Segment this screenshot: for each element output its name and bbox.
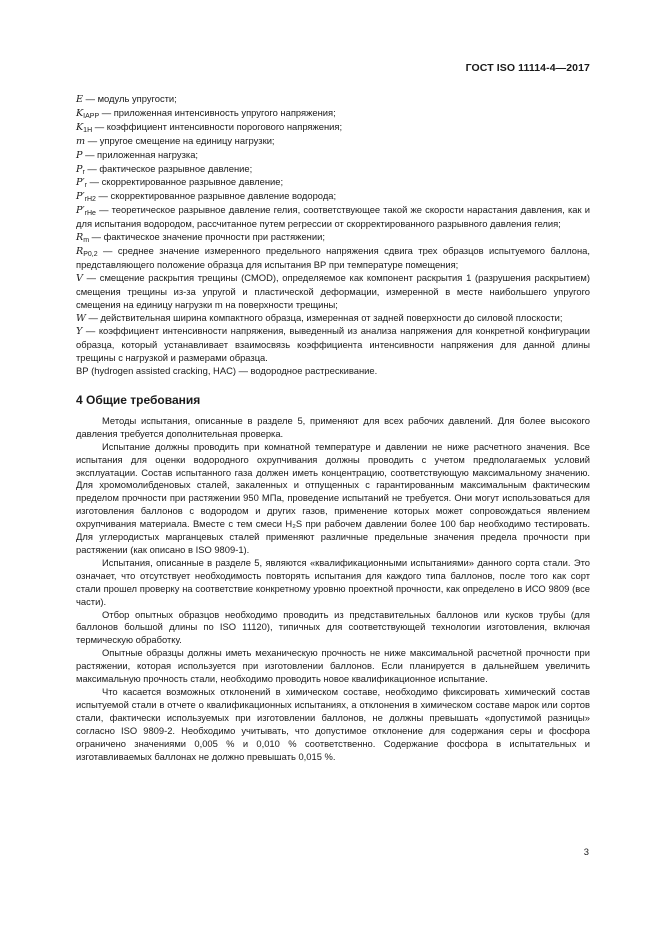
definition-text: — скорректированное разрывное давление водорода;	[95, 190, 337, 202]
definition-text: — действительная ширина компактного образца, измеренная от задней поверхности до силовой плоскости;	[85, 311, 563, 323]
definition-item	[76, 204, 590, 231]
definition-symbol: K	[76, 121, 84, 133]
definition-text: — среднее значение измеренного предельного напряжения сдвига трех образцов испытуемого баллона, представляющего положение образца для испытания ВР при температуре помещения;	[76, 244, 590, 270]
definition-symbol: E	[76, 94, 84, 105]
body-paragraph: Методы испытания, описанные в разделе 5, применяют для всех рабочих давлений. Для более высокого давления требуется дополнительная проверка.	[76, 414, 590, 439]
definition-symbol-subscript: rH2	[84, 196, 96, 204]
definition-text: — коэффициент интенсивности напряжения, выведенный из анализа напряжения для конкретной конфигурации образца, который устанавливает взаимосвязь коэффициента интенсивности напряжения для данной длины трещины с нагрузкой и размерами образца.	[76, 325, 590, 364]
definition-text: ВР (hydrogen assisted cracking, HAC) — водородное растрескивание.	[76, 365, 378, 377]
definition-symbol: P′	[76, 205, 85, 217]
definition-text: — фактическое разрывное давление;	[84, 162, 253, 174]
definition-item	[76, 121, 590, 135]
definition-symbol: V	[76, 272, 83, 284]
definition-symbol: P′	[76, 191, 85, 203]
definition-item	[76, 163, 590, 177]
definition-text: — упругое смещение на единицу нагрузки;	[85, 134, 275, 146]
definition-text: — приложенная интенсивность упругого напряжения;	[99, 106, 336, 118]
definition-item	[76, 325, 590, 365]
body-paragraph: Что касается возможных отклонений в химическом составе, необходимо фиксировать химический состав испытуемой стали в отчете о квалификационных испытаниях, а отклонения в химическом составе марок или сортов стали, фактически используемых при изготовлении баллонов, не должны превышать «допустимой разницы» согласно ISO 9809-2. Необходимо учитывать, что допустимое отклонение для содержания серы и фосфора ограничено значениями 0,005 % и 0,010 % соответственно. Содержание фосфора в испытательных и изготавливаемых баллонах не должно превышать 0,015 %.	[76, 685, 590, 762]
definition-item	[76, 176, 590, 190]
definition-symbol-subscript: m	[83, 237, 90, 245]
definition-symbol: P	[76, 163, 83, 175]
body-paragraph: Опытные образцы должны иметь механическую прочность не ниже максимальной расчетной прочности при растяжении, которая используется при изготовлении баллонов. Если планируется в дальнейшем увеличить максимальную прочность стали, необходимо проводить новое квалификационное испытание.	[76, 647, 590, 685]
definition-text: — модуль упругости;	[83, 93, 177, 104]
definition-symbol: P	[76, 149, 83, 161]
definition-symbol: m	[76, 135, 86, 147]
body-paragraph: Отбор опытных образцов необходимо проводить из представительных баллонов или кусков трубы (для баллонов большой длины по ISO 11120), типичных для соответствующей технологии изготовления, включая термическую обработку.	[76, 608, 590, 646]
body-paragraph: Испытания, описанные в разделе 5, являются «квалификационными испытаниями» данного сорта стали. Это означает, что отсутствует необходимость повторять испытания для каждого типа баллонов, после того как сорт стали прошел проверку на соответствие конкретному уровню проектной прочности, как определено в ИСО 9809 (все части).	[76, 556, 590, 607]
definition-symbol-subscript: IAPP	[83, 112, 100, 120]
definition-symbol: R	[76, 232, 84, 244]
definition-symbol: Y	[76, 326, 83, 338]
definition-item	[76, 312, 590, 326]
definition-text: — фактическое значение прочности при растяжении;	[89, 231, 325, 243]
definition-text: — коэффициент интенсивности порогового напряжения;	[92, 120, 343, 132]
section-body	[76, 415, 590, 763]
body-paragraph: Испытание должны проводить при комнатной температуре и давлении не ниже расчетного значения. Все испытания для оценки водородного охрупчивания должны проводить с учетом предполагаемых условий эксплуатации. Состав испытанного газа должен иметь концентрацию, соответствующую максимальному значению. Для хромомолибденовых сталей, закаленных и отпущенных с гарантированным максимальным фактическим пределом прочности при растяжении 950 МПа, проведение испытаний не требуется. Они могут использоваться для изготовления баллонов с водородом и других газов, применение которых может сопровождаться явлением охрупчивания материала. Вместе с тем смеси H₂S при рабочем давлении более 100 бар необходимо тестировать. Для углеродистых марганцевых сталей применяют различные предельные значения предела прочности при растяжении (как описано в ISO 9809-1).	[76, 440, 590, 555]
section-heading: 4 Общие требования	[76, 393, 201, 408]
definition-symbol: P′	[76, 177, 85, 189]
definition-symbol-subscript: r	[84, 182, 87, 190]
definition-item	[76, 272, 590, 312]
definition-symbol-subscript: r	[82, 168, 85, 176]
definition-item	[76, 135, 590, 149]
definition-item	[76, 190, 590, 204]
definition-symbol-subscript: 1H	[83, 126, 93, 134]
definition-text: — теоретическое разрывное давление гелия, соответствующее такой же скорости нарастания давления, как и для испытания водородом, рассчитанное путем регрессии от скорректированного разрывного давления гелия;	[76, 204, 590, 230]
definition-symbol: K	[76, 107, 84, 119]
definition-text: — смещение раскрытия трещины (CMOD), определяемое как компонент раскрытия 1 (разрушения раскрытием) смещения трещины из-за упругой и пластической деформации, измеренной в месте наибольшего упругого смещения на единицу нагрузки m на поверхности трещины;	[76, 271, 590, 310]
definition-symbol-subscript: rHe	[84, 210, 96, 218]
page-number: 3	[583, 846, 589, 857]
definitions-list	[76, 93, 590, 378]
definition-symbol: R	[76, 245, 84, 257]
definition-symbol: W	[76, 312, 86, 324]
definition-symbol-subscript: P0,2	[83, 250, 98, 258]
definition-item	[76, 107, 590, 121]
definition-item	[76, 365, 590, 378]
definition-item	[76, 231, 590, 245]
definition-item	[76, 245, 590, 272]
definition-text: — скорректированное разрывное давление;	[86, 176, 284, 188]
page-content	[76, 93, 590, 763]
document-header: ГОСТ ISO 11114-4—2017	[465, 62, 590, 74]
definition-item	[76, 149, 590, 163]
definition-text: — приложенная нагрузка;	[82, 148, 199, 160]
definition-item	[76, 93, 590, 107]
